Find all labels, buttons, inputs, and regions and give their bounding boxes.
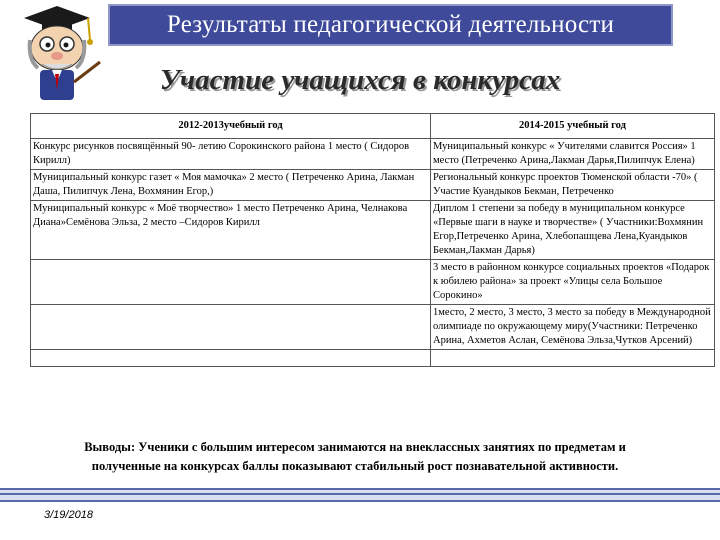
table-cell-empty — [31, 305, 431, 350]
page-title: Результаты педагогической деятельности — [166, 11, 615, 38]
table-cell: Муниципальный конкурс « Учителями славится Россия» 1 место (Петреченко Арина,Лакман Дарья,Пилипчук Елена) — [431, 139, 715, 170]
table-header-row — [31, 114, 715, 139]
table-row — [31, 305, 715, 350]
section-subtitle: Участие учащихся в конкурсах — [159, 64, 561, 96]
table-row — [31, 139, 715, 170]
contests-table — [30, 113, 715, 367]
table-cell: Диплом 1 степени за победу в муниципальном конкурсе «Первые шаги в науке и творчестве» ( Участники:Вохмянин Егор,Петреченко Арина, Хлебопашцева Лена,Куандыков Бекман,Лакман Дарья) — [431, 201, 715, 260]
table-cell-empty — [31, 260, 431, 305]
table-row — [31, 260, 715, 305]
table-cell: Конкурс рисунков посвящённый 90- летию Сорокинского района 1 место ( Сидоров Кирилл) — [31, 139, 431, 170]
column-header-2012-2013: 2012-2013учебный год — [31, 114, 431, 139]
table-cell-empty — [431, 350, 715, 367]
column-header-2014-2015: 2014-2015 учебный год — [431, 114, 715, 139]
table-cell: 1место, 2 место, 3 место, 3 место за победу в Международной олимпиаде по окружающему миру(Участники: Петреченко Арина, Ахметов Аслан, Семёнова Эльза,Чутков Арсений) — [431, 305, 715, 350]
teacher-mascot-icon — [2, 0, 102, 108]
decorative-divider-line — [0, 493, 720, 495]
table-row — [31, 350, 715, 367]
conclusion-text: Выводы: Ученики с большим интересом занимаются на внеклассных занятиях по предметам и полученные на конкурсах баллы показывают стабильный рост познавательной активности. — [84, 440, 626, 473]
decorative-divider — [0, 488, 720, 502]
header — [0, 0, 720, 56]
table-cell-empty — [31, 350, 431, 367]
slide-date: 3/19/2018 — [44, 509, 93, 521]
table-cell: Муниципальный конкурс « Моё творчество» 1 место Петреченко Арина, Челнакова Диана»Семёнова Эльза, 2 место –Сидоров Кирилл — [31, 201, 431, 260]
table-row — [31, 201, 715, 260]
table-cell: Муниципальный конкурс газет « Моя мамочка» 2 место ( Петреченко Арина, Лакман Даша, Пилипчук Лена, Вохмянин Егор,) — [31, 170, 431, 201]
table-cell: 3 место в районном конкурсе социальных проектов «Подарок к юбилею района» за проект «Улицы села Большое Сорокино» — [431, 260, 715, 305]
table-cell: Региональный конкурс проектов Тюменской области -70» ( Участие Куандыков Бекман, Петреченко — [431, 170, 715, 201]
table-row — [31, 170, 715, 201]
title-bar — [108, 4, 673, 46]
